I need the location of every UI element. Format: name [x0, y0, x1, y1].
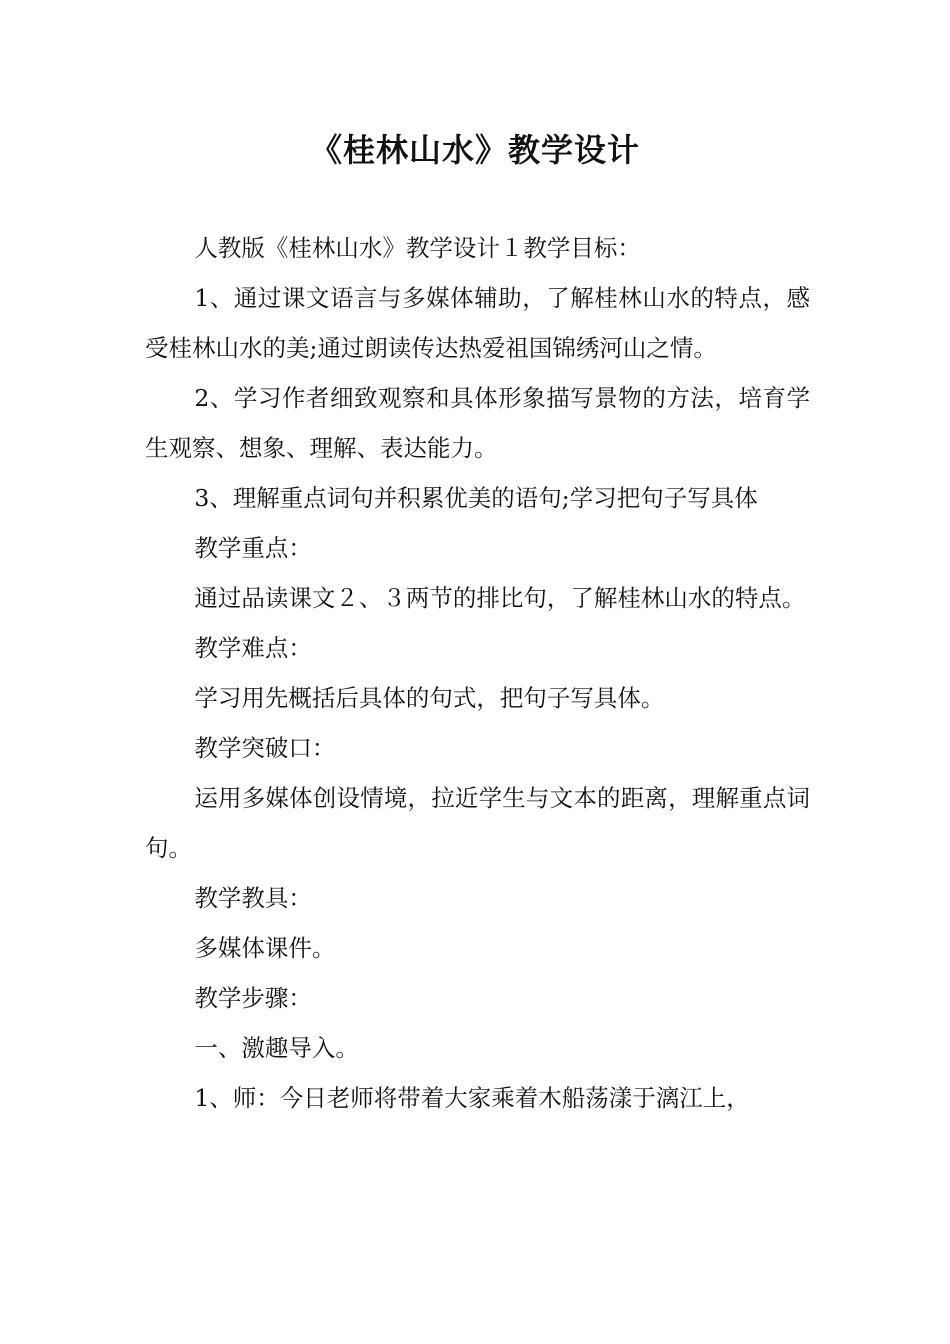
paragraph-teaching-aids: 多媒体课件。	[194, 934, 336, 962]
paragraph-goal-1: 1、通过课文语言与多媒体辅助，了解桂林山水的特点，感受桂林山水的美;通过朗读传达热爱祖国锦绣河山之情。	[145, 284, 810, 362]
paragraph-difficulties: 学习用先概括后具体的句式，把句子写具体。	[194, 684, 665, 712]
heading-key-points: 教学重点：	[194, 534, 312, 562]
heading-difficulties: 教学难点：	[194, 634, 312, 662]
paragraph-key-points: 通过品读课文２、３两节的排比句，了解桂林山水的特点。	[194, 584, 806, 612]
paragraph-intro: 人教版《桂林山水》教学设计１教学目标：	[194, 234, 641, 262]
paragraph-goal-2: 2、学习作者细致观察和具体形象描写景物的方法，培育学生观察、想象、理解、表达能力。	[145, 384, 810, 462]
heading-steps: 教学步骤：	[194, 984, 312, 1012]
paragraph-step-1-1: 1、师：今日老师将带着大家乘着木船荡漾于漓江上，	[194, 1084, 750, 1112]
paragraph-breakthrough: 运用多媒体创设情境，拉近学生与文本的距离，理解重点词句。	[145, 784, 810, 862]
document-body	[145, 223, 810, 1123]
heading-breakthrough: 教学突破口：	[194, 734, 336, 762]
paragraph-goal-3: 3、理解重点词句并积累优美的语句;学习把句子写具体	[194, 484, 758, 512]
paragraph-step-1: 一、激趣导入。	[194, 1034, 359, 1062]
document-title: 《桂林山水》教学设计	[309, 131, 640, 169]
heading-teaching-aids: 教学教具：	[194, 884, 312, 912]
